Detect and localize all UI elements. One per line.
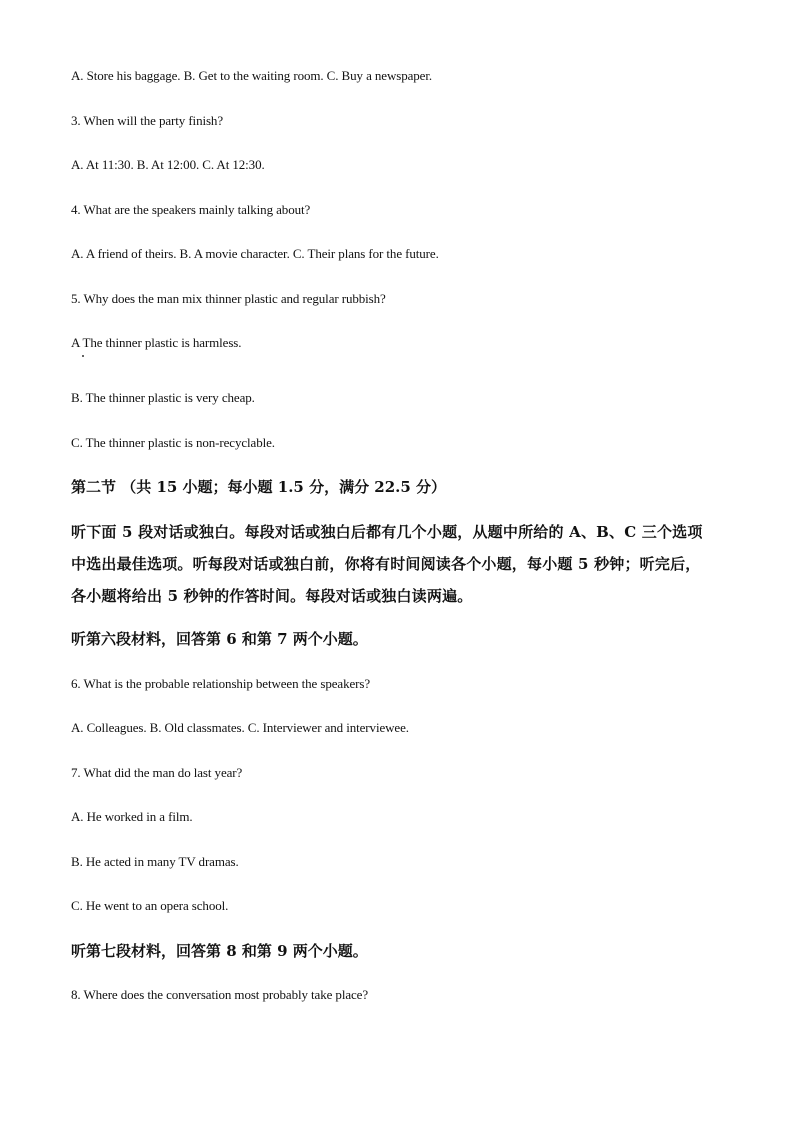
question-6-text: 6. What is the probable relationship between the speakers?	[71, 676, 370, 691]
question-5-option-c: C. The thinner plastic is non-recyclable.	[71, 435, 275, 450]
question-7-text: 7. What did the man do last year?	[71, 765, 243, 780]
question-7-option-a: A. He worked in a film.	[71, 809, 193, 824]
question-4-options: A. A friend of theirs. B. A movie character. C. Their plans for the future.	[71, 246, 439, 261]
material-6-heading: 听第六段材料，回答第 6 和第 7 两个小题。	[71, 630, 368, 648]
instruction-line-2: 中选出最佳选项。听每段对话或独白前，你将有时间阅读各个小题，每小题 5 秒钟；听完后，	[71, 555, 701, 573]
question-6-options: A. Colleagues. B. Old classmates. C. Interviewer and interviewee.	[71, 720, 409, 735]
question-5-option-b: B. The thinner plastic is very cheap.	[71, 390, 255, 405]
question-3-options: A. At 11:30. B. At 12:00. C. At 12:30.	[71, 157, 265, 172]
question-3-text: 3. When will the party finish?	[71, 113, 224, 128]
stray-dot-mark	[82, 355, 84, 357]
section-2-heading: 第二节 （共 15 小题；每小题 1.5 分，满分 22.5 分）	[71, 478, 447, 496]
question-5-text: 5. Why does the man mix thinner plastic and regular rubbish?	[71, 291, 386, 306]
instruction-line-3: 各小题将给出 5 秒钟的作答时间。每段对话或独白读两遍。	[71, 587, 473, 605]
material-7-heading: 听第七段材料，回答第 8 和第 9 两个小题。	[71, 942, 368, 960]
question-7-option-b: B. He acted in many TV dramas.	[71, 854, 239, 869]
question-7-option-c: C. He went to an opera school.	[71, 898, 229, 913]
question-5-option-a: A The thinner plastic is harmless.	[71, 335, 242, 350]
question-8-text: 8. Where does the conversation most probably take place?	[71, 987, 369, 1002]
question-2-options: A. Store his baggage. B. Get to the waiting room. C. Buy a newspaper.	[71, 68, 433, 83]
question-4-text: 4. What are the speakers mainly talking about?	[71, 202, 311, 217]
instruction-line-1: 听下面 5 段对话或独白。每段对话或独白后都有几个小题，从题中所给的 A、B、C 三个选项	[71, 523, 703, 541]
section-2-instructions	[71, 516, 731, 612]
